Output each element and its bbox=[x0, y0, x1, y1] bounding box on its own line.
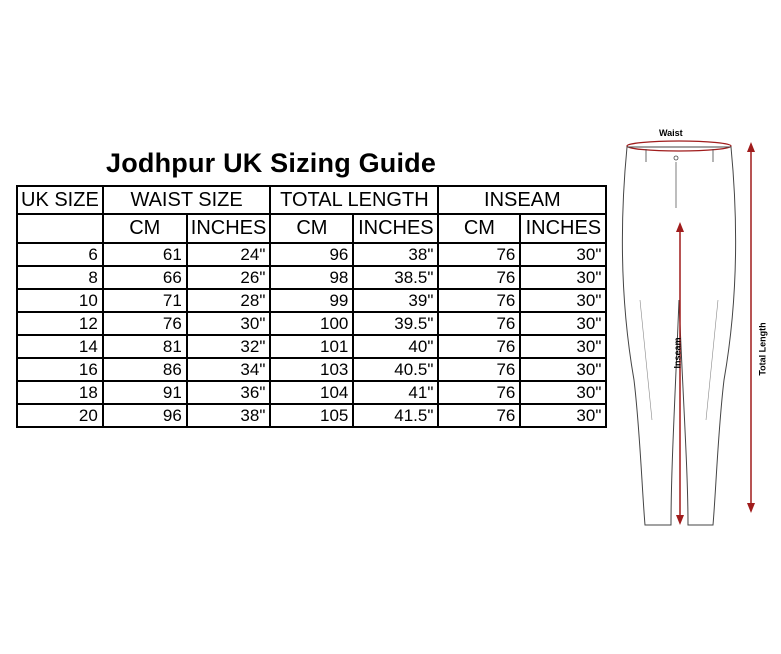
total-length-arrow-head-bottom bbox=[747, 503, 755, 513]
header-uk-size: UK SIZE bbox=[17, 186, 103, 214]
sub-header-row bbox=[17, 214, 606, 243]
cell-length-cm: 105 bbox=[270, 404, 353, 427]
cell-inseam-inches: 30" bbox=[520, 335, 606, 358]
cell-waist-inches: 30" bbox=[187, 312, 271, 335]
cell-inseam-cm: 76 bbox=[438, 266, 520, 289]
cell-length-inches: 41.5" bbox=[353, 404, 438, 427]
inseam-label: Inseam bbox=[672, 337, 683, 369]
cell-uk-size: 18 bbox=[17, 381, 103, 404]
cell-waist-inches: 28" bbox=[187, 289, 271, 312]
table-row bbox=[17, 381, 606, 404]
table-row bbox=[17, 335, 606, 358]
cell-length-cm: 98 bbox=[270, 266, 353, 289]
cell-waist-cm: 76 bbox=[103, 312, 187, 335]
cell-uk-size: 6 bbox=[17, 243, 103, 266]
total-length-arrow-head-top bbox=[747, 142, 755, 152]
cell-length-cm: 104 bbox=[270, 381, 353, 404]
cell-waist-cm: 81 bbox=[103, 335, 187, 358]
cell-inseam-cm: 76 bbox=[438, 404, 520, 427]
cell-waist-inches: 38" bbox=[187, 404, 271, 427]
table-row bbox=[17, 266, 606, 289]
header-inseam: INSEAM bbox=[438, 186, 606, 214]
table-row bbox=[17, 358, 606, 381]
cell-length-inches: 39" bbox=[353, 289, 438, 312]
cell-inseam-inches: 30" bbox=[520, 381, 606, 404]
knee-seam-right bbox=[706, 300, 718, 420]
cell-waist-cm: 66 bbox=[103, 266, 187, 289]
header-total-length: TOTAL LENGTH bbox=[270, 186, 438, 214]
sub-header-blank bbox=[17, 214, 103, 243]
cell-length-cm: 100 bbox=[270, 312, 353, 335]
page-title: Jodhpur UK Sizing Guide bbox=[106, 148, 437, 178]
cell-waist-cm: 61 bbox=[103, 243, 187, 266]
sub-header-waist-inches: INCHES bbox=[187, 214, 271, 243]
cell-inseam-inches: 30" bbox=[520, 243, 606, 266]
cell-length-inches: 38.5" bbox=[353, 266, 438, 289]
cell-inseam-cm: 76 bbox=[438, 358, 520, 381]
table-row bbox=[17, 312, 606, 335]
cell-waist-inches: 36" bbox=[187, 381, 271, 404]
cell-waist-cm: 86 bbox=[103, 358, 187, 381]
cell-waist-inches: 32" bbox=[187, 335, 271, 358]
cell-waist-cm: 91 bbox=[103, 381, 187, 404]
cell-inseam-cm: 76 bbox=[438, 243, 520, 266]
cell-length-cm: 103 bbox=[270, 358, 353, 381]
group-header-row bbox=[17, 186, 606, 214]
inseam-arrow-head-bottom bbox=[676, 515, 684, 525]
cell-length-cm: 96 bbox=[270, 243, 353, 266]
trousers-outline bbox=[622, 147, 735, 525]
cell-waist-cm: 96 bbox=[103, 404, 187, 427]
cell-length-inches: 40" bbox=[353, 335, 438, 358]
total-length-label: Total Length bbox=[757, 322, 768, 376]
waistband-outline bbox=[627, 141, 731, 151]
sub-header-waist-cm: CM bbox=[103, 214, 187, 243]
jodhpur-diagram bbox=[600, 118, 781, 538]
cell-inseam-inches: 30" bbox=[520, 312, 606, 335]
cell-inseam-inches: 30" bbox=[520, 266, 606, 289]
cell-waist-inches: 26" bbox=[187, 266, 271, 289]
table-row bbox=[17, 289, 606, 312]
cell-uk-size: 12 bbox=[17, 312, 103, 335]
cell-uk-size: 20 bbox=[17, 404, 103, 427]
cell-length-cm: 99 bbox=[270, 289, 353, 312]
cell-uk-size: 16 bbox=[17, 358, 103, 381]
cell-inseam-cm: 76 bbox=[438, 289, 520, 312]
cell-length-inches: 40.5" bbox=[353, 358, 438, 381]
table-row bbox=[17, 404, 606, 427]
cell-inseam-inches: 30" bbox=[520, 289, 606, 312]
inseam-arrow-head-top bbox=[676, 222, 684, 232]
header-waist-size: WAIST SIZE bbox=[103, 186, 271, 214]
cell-inseam-inches: 30" bbox=[520, 404, 606, 427]
knee-seam-left bbox=[640, 300, 652, 420]
cell-inseam-cm: 76 bbox=[438, 381, 520, 404]
table-row bbox=[17, 243, 606, 266]
cell-uk-size: 14 bbox=[17, 335, 103, 358]
waist-label: Waist bbox=[659, 128, 683, 138]
button-icon bbox=[674, 156, 678, 160]
cell-length-inches: 39.5" bbox=[353, 312, 438, 335]
cell-inseam-cm: 76 bbox=[438, 312, 520, 335]
cell-inseam-inches: 30" bbox=[520, 358, 606, 381]
cell-inseam-cm: 76 bbox=[438, 335, 520, 358]
cell-uk-size: 8 bbox=[17, 266, 103, 289]
cell-uk-size: 10 bbox=[17, 289, 103, 312]
cell-length-cm: 101 bbox=[270, 335, 353, 358]
sub-header-inseam-inches: INCHES bbox=[520, 214, 606, 243]
sub-header-length-cm: CM bbox=[270, 214, 353, 243]
cell-length-inches: 41" bbox=[353, 381, 438, 404]
sub-header-inseam-cm: CM bbox=[438, 214, 520, 243]
cell-waist-inches: 34" bbox=[187, 358, 271, 381]
cell-waist-cm: 71 bbox=[103, 289, 187, 312]
cell-waist-inches: 24" bbox=[187, 243, 271, 266]
sub-header-length-inches: INCHES bbox=[353, 214, 438, 243]
cell-length-inches: 38" bbox=[353, 243, 438, 266]
sizing-table bbox=[16, 185, 607, 428]
